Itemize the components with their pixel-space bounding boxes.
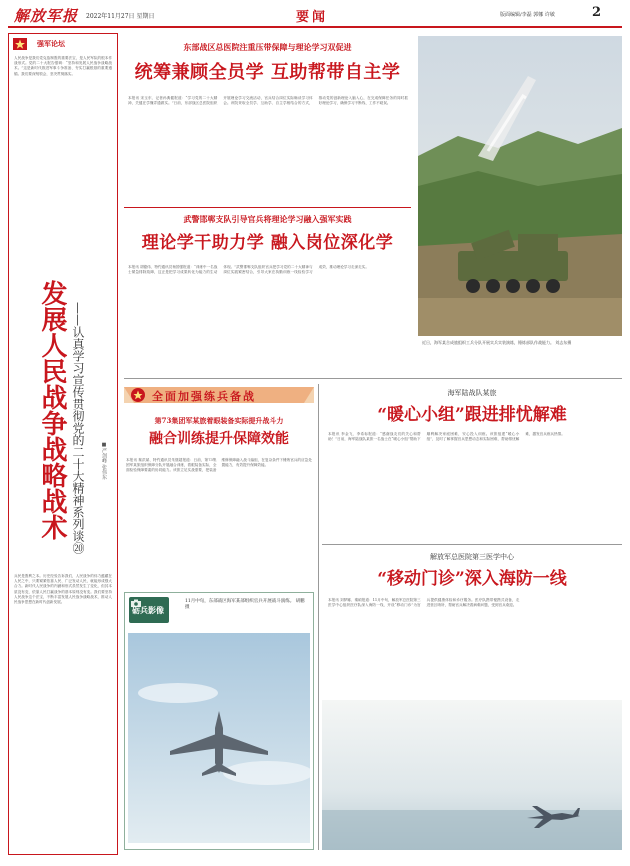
- column-tag-label: 强军论坛: [37, 39, 65, 48]
- column-tag: [13, 38, 113, 50]
- article-4-body: 本报讯 李金飞、李希标报道：“感谢战友们的关心和帮助！”日前，海军陆战队某旅一名战士在“暖心小组”帮助下顺利解决家庭困难，安心投入训练。该旅组建“暖心小组”，及时了解掌握官兵思想动态和实际困难，帮助排忧解难，激发官兵练兵热情。: [328, 432, 565, 442]
- section-title: 要闻: [296, 10, 329, 25]
- rule-vert: [318, 384, 319, 850]
- training-banner: [124, 384, 314, 406]
- photo-1: [418, 36, 622, 345]
- article-1-body: 本报讯 宋玉东、记者孙典健报道：“学习党的二十大精神，关键在学懂弄通做实。”日前，东部战区总医院组织开展理论学习交流活动，官兵结合岗位实际畅谈学习体会。该院采取全员学、互助学、自主学相结合的方式，推动党的创新理论入脑入心，在完成保障任务的同时抓好理论学习，确保学习不断线、工作不耽误。: [128, 96, 408, 106]
- article-4-kicker: 海军陆战队某旅: [447, 389, 497, 397]
- photo-box-tag-wrap: [129, 597, 169, 623]
- photo-box-caption: [185, 599, 309, 611]
- article-5-body: 本报讯 刘梦娜、秦硕报道：11月中旬，解放军总医院第三医学中心组织医疗队深入海防一线，开设“移动门诊”为官兵提供健康体检和诊疗服务。医疗队携带便携式设备，走进营区哨所，帮助官兵解决看病难问题，受到官兵欢迎。: [328, 598, 520, 608]
- rule-a4: [322, 544, 622, 545]
- banner-title: 全面加强练兵备战: [152, 390, 256, 403]
- article-2-body: 本报讯 胡德伟、特约通讯员杨国强报道：“训练中一名战士紧急排除故障，这正是把学习成果转化为能力的生动体现。”武警邯郸支队组织官兵把学习党的二十大精神与岗位实践紧密结合，引导大家在执勤训练一线检验学习成效，推动理论学习走深走实。: [128, 265, 369, 275]
- article-3: [124, 412, 314, 587]
- photo-box-tag: 砺兵影像: [132, 605, 164, 615]
- article-1-kicker: 东部战区总医院注重压带保障与理论学习双促进: [183, 42, 352, 52]
- article-4: [322, 384, 622, 544]
- article-3-kicker: 第73集团军某旅着眼装备实际提升战斗力: [154, 416, 284, 425]
- rule-mid: [124, 378, 622, 379]
- photo-1-caption: [422, 340, 618, 345]
- sidebar-subtitle: ——认真学习宣传贯彻党的二十大精神系列谈⑳: [71, 302, 85, 554]
- fighter-jet-photo: [128, 633, 310, 843]
- masthead: 解放军报: [14, 7, 79, 25]
- article-3-headline: 融合训练提升保障效能: [149, 431, 289, 447]
- sidebar-intro: 人民战争是我们党克敌制胜的重要法宝，是人民军队的根本作战形式。党的二十大报告强调：“坚持和发展人民战争战略战术。”这是新时代推进军事斗争准备、夯实打赢根基的重要遵循。我们要深刻领会，坚决贯彻落实。: [14, 56, 112, 76]
- article-2: [124, 210, 411, 370]
- photo-box-caption-text: 11月中旬，东部战区海军某部组织官兵开展战斗演练。: [185, 599, 295, 604]
- seascape-aircraft-photo: [322, 700, 622, 850]
- sidebar-body: 兵民是胜利之本。历史经验告诉我们，人民战争的伟力蕴藏在人民之中，只要紧紧依靠人民、广泛发动人民，就能形成强大合力。新时代人民战争的内涵和形式虽然发生了变化，但其本质没有变，依靠人民打赢战争的基本原则没有变。我们要坚持人民战争这个法宝，不断丰富发展人民战争战略战术，推动人民战争思想在新时代创新发展。: [14, 574, 112, 605]
- military-vehicle-photo: [418, 36, 622, 336]
- article-4-headline: “暖心小组”跟进排忧解难: [377, 405, 567, 425]
- article-2-kicker: 武警邯郸支队引导官兵将理论学习融入强军实践: [183, 214, 352, 224]
- sidebar-byline: ■严剑峰 张伟东: [101, 442, 107, 480]
- article-3-body: 本报讯 秦洪斌、特约通讯员朱继超报道：日前，第73集团军某旅组织保障分队开展融合训练，着眼装备实际，全面检验保障要素的协同能力。该旅立足实战需要，把装备维修保障融入战斗编组，在复杂条件下锤炼官兵的应急处置能力，有效提升保障效能。: [126, 458, 312, 473]
- article-2-headline: 理论学干助力学 融入岗位深化学: [141, 233, 394, 253]
- issue-date: 2022年11月27日 星期日: [86, 13, 155, 20]
- photo-box: [124, 592, 314, 850]
- sidebar-column: [8, 33, 118, 855]
- article-5: [322, 548, 622, 698]
- header-rule: [8, 26, 622, 28]
- photo-1-caption-text: 近日，海军某合成旅组织工兵分队开展实兵实装演练，锤炼部队作战能力。: [422, 340, 554, 345]
- article-1-headline: 统筹兼顾全员学 互助帮带自主学: [134, 62, 401, 83]
- photo-2: [322, 700, 622, 850]
- rule-a1: [124, 207, 411, 208]
- article-1: [124, 36, 411, 206]
- article-5-kicker: 解放军总医院第三医学中心: [430, 553, 514, 561]
- article-5-headline: “移动门诊”深入海防一线: [377, 569, 567, 589]
- photo-1-credit: 刘志东摄: [555, 340, 572, 345]
- page-number: 2: [592, 5, 602, 20]
- page-editors: 版面编辑/李磊 郭娜 许敏: [500, 12, 555, 18]
- sidebar-headline: 发展人民战争战略战术: [37, 280, 67, 540]
- star-emblem-icon: [13, 38, 27, 50]
- photo-box-credit: 胡鹏摄: [185, 599, 305, 610]
